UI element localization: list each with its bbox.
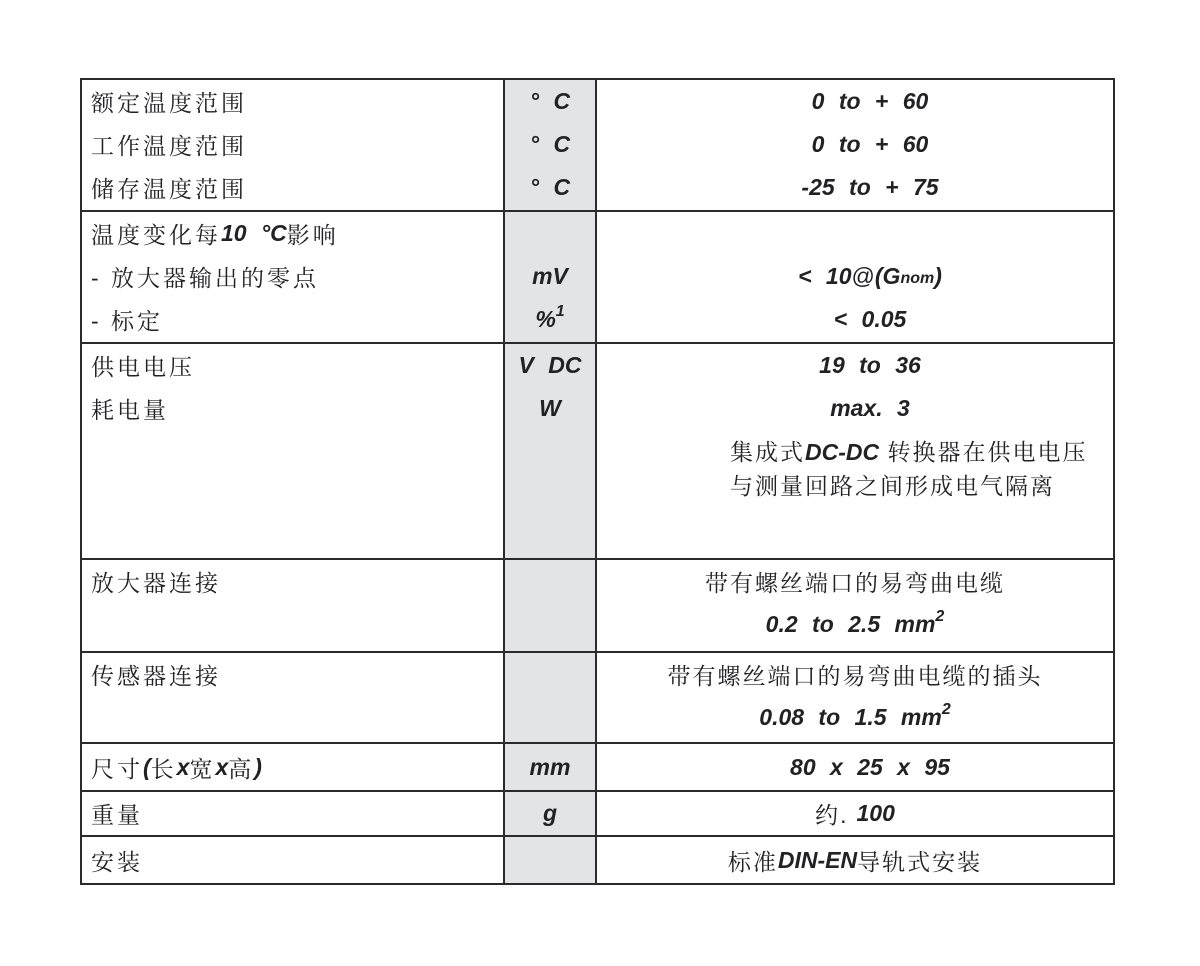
- dimensions-length: 长: [150, 755, 177, 782]
- zero-point-value: [627, 255, 1113, 298]
- temp-influence-header-pre: 温度变化每: [91, 222, 221, 248]
- row-amplifier-connection-values: [597, 560, 1113, 651]
- row-weight-unit: [505, 792, 595, 835]
- row-temp-ranges-values: [597, 80, 1113, 210]
- supply-voltage-unit: V DC: [518, 352, 582, 378]
- row-weight-value: [597, 792, 1113, 835]
- sensor-connection-label: 传感器连接: [91, 663, 221, 689]
- mounting-label: 安装: [91, 848, 143, 875]
- row-temp-influence-labels: [82, 212, 503, 342]
- row-weight-label: [82, 792, 503, 835]
- storage-temp-range-label: 储存温度范围: [91, 176, 247, 202]
- calibration-row: [91, 298, 503, 341]
- dimensions-width: 宽: [189, 755, 216, 782]
- weight-value-approx: 约.: [815, 802, 849, 828]
- calibration-unit-superscript: 1: [555, 302, 565, 320]
- calibration-value: < 0.05: [833, 306, 907, 332]
- amplifier-connection-label: 放大器连接: [91, 570, 221, 596]
- weight-unit: g: [542, 800, 558, 826]
- at-sign: @: [851, 263, 875, 289]
- dimensions-paren-close: ): [254, 753, 262, 780]
- row-mounting-value: [597, 837, 1113, 883]
- mounting-value-post: 导轨式安装: [857, 848, 983, 875]
- power-consumption-label: 耗电量: [91, 397, 169, 423]
- calibration-label: - 标定: [91, 308, 164, 334]
- row-power-labels: [82, 344, 503, 558]
- dimensions-unit: mm: [529, 753, 571, 780]
- note-line2-text: 与测量回路之间形成电气隔离: [730, 473, 1055, 499]
- mounting-value-din: DIN-EN: [777, 846, 858, 873]
- operating-temp-range-label: 工作温度范围: [91, 133, 247, 159]
- note-dcdc: DC-DC: [805, 439, 880, 465]
- note-post: 转换器在供电电压: [879, 439, 1088, 465]
- rated-temp-unit: ° C: [529, 88, 571, 114]
- spec-table: [80, 78, 1115, 885]
- row-sensor-connection-unit: [505, 653, 595, 742]
- weight-label: 重量: [91, 802, 143, 828]
- row-dimensions-unit: [505, 744, 595, 790]
- temp-influence-header-row: [91, 212, 503, 255]
- temp-influence-header-post: 影响: [286, 222, 339, 248]
- power-consumption-value: max. 3: [830, 395, 910, 421]
- row-amplifier-connection-unit: [505, 560, 595, 651]
- rated-temp-value: 0 to + 60: [811, 88, 929, 114]
- storage-temp-unit: ° C: [529, 174, 571, 200]
- power-consumption-unit: W: [539, 395, 561, 421]
- supply-voltage-value: 19 to 36: [819, 352, 921, 378]
- rated-temp-range-row: [91, 80, 503, 123]
- dimensions-label: 尺寸: [91, 755, 143, 782]
- row-power-values: [597, 344, 1113, 558]
- note-pre: 集成式: [730, 439, 805, 465]
- row-temp-ranges-units: [505, 80, 595, 210]
- zero-point-value-num: < 10: [798, 263, 852, 289]
- sensor-connection-range-superscript: 2: [941, 700, 951, 718]
- row-temp-influence-values: [597, 212, 1113, 342]
- row-mounting-label: [82, 837, 503, 883]
- row-temp-influence-units: [505, 212, 595, 342]
- dc-dc-note-line1: [730, 437, 1113, 471]
- weight-value-num: 100: [856, 800, 895, 826]
- temp-influence-header-num: 10 °C: [221, 220, 287, 246]
- amplifier-connection-desc: 带有螺丝端口的易弯曲电缆: [705, 570, 1005, 596]
- amplifier-connection-range-superscript: 2: [935, 607, 945, 625]
- dimensions-x1: x: [176, 753, 190, 780]
- sensor-connection-range: 0.08 to 1.5 mm: [759, 704, 942, 730]
- zero-point-label: - 放大器输出的零点: [91, 265, 320, 291]
- row-amplifier-connection-label: [82, 560, 503, 651]
- row-power-units: [505, 344, 595, 558]
- row-mounting-unit: [505, 837, 595, 883]
- storage-temp-range-row: [91, 166, 503, 209]
- row-sensor-connection-values: [597, 653, 1113, 742]
- gnom-close: ): [934, 263, 942, 289]
- zero-point-row: [91, 255, 503, 298]
- dc-dc-note-line2: [730, 471, 1113, 505]
- dc-dc-isolation-note: [730, 437, 1113, 505]
- dimensions-value: 80 x 25 x 95: [790, 753, 950, 780]
- supply-voltage-row: [91, 344, 503, 387]
- gnom-open: (G: [874, 263, 901, 289]
- row-temp-ranges-labels: [82, 80, 503, 210]
- rated-temp-range-label: 额定温度范围: [91, 90, 247, 116]
- mounting-value-pre: 标准: [727, 848, 778, 875]
- sensor-connection-desc: 带有螺丝端口的易弯曲电缆的插头: [667, 663, 1043, 689]
- gnom-subscript: nom: [900, 269, 935, 287]
- calibration-unit: %: [535, 306, 556, 332]
- power-consumption-row: [91, 387, 503, 430]
- row-dimensions-value: [597, 744, 1113, 790]
- dimensions-paren-open: (: [143, 753, 151, 780]
- operating-temp-unit: ° C: [529, 131, 571, 157]
- row-sensor-connection-label: [82, 653, 503, 742]
- operating-temp-value: 0 to + 60: [811, 131, 929, 157]
- storage-temp-value: -25 to + 75: [801, 174, 939, 200]
- supply-voltage-label: 供电电压: [91, 354, 195, 380]
- amplifier-connection-range: 0.2 to 2.5 mm: [765, 611, 936, 637]
- row-dimensions-label: [82, 744, 503, 790]
- dimensions-height: 高: [228, 755, 255, 782]
- operating-temp-range-row: [91, 123, 503, 166]
- zero-point-unit: mV: [532, 263, 568, 289]
- dimensions-x2: x: [215, 753, 229, 780]
